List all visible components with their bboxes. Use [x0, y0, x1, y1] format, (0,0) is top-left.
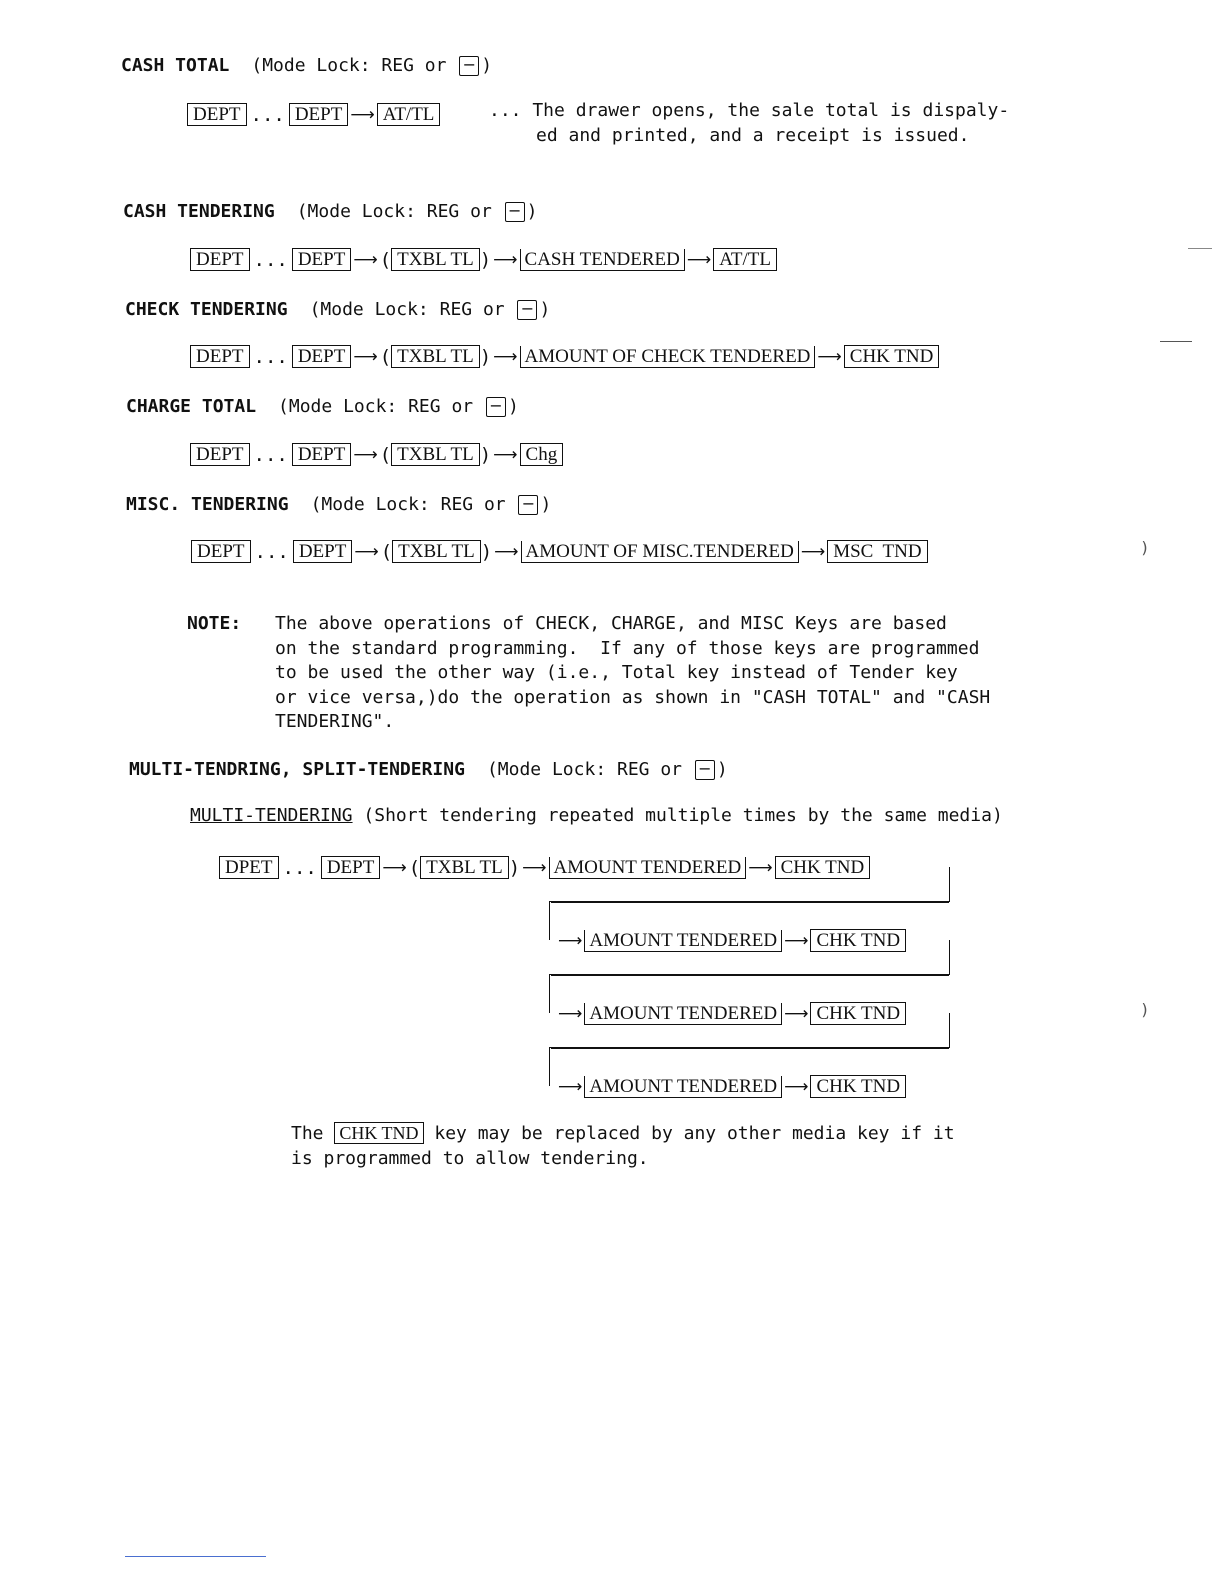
minus-key-icon: − [695, 760, 715, 780]
arrow-right-icon: ⟶ [784, 1076, 809, 1097]
cash-tendering-sequence: DEPT ... DEPT ⟶ ( TXBL TL ) ⟶ CASH TENDERED ⟶ AT/TL [190, 248, 777, 271]
footer-line-2: is programmed to allow tendering. [291, 1148, 649, 1169]
section-title: CHECK TENDERING [125, 299, 288, 320]
multi-sequence-row-2 [556, 929, 906, 952]
section-title: MISC. TENDERING [126, 494, 289, 515]
section-title: CASH TOTAL [121, 55, 230, 76]
charge-total-sequence: DEPT ... DEPT ⟶ ( TXBL TL ) ⟶ Chg [190, 443, 563, 466]
txbl-tl-key: TXBL TL [391, 443, 480, 466]
arrow-right-icon: ⟶ [353, 346, 378, 367]
footer-before: The [291, 1123, 335, 1144]
chk-tnd-key: CHK TND [810, 1002, 906, 1025]
mode-lock-text: (Mode Lock: REG or [309, 299, 505, 320]
cash-total-heading: CASH TOTAL (Mode Lock: REG or − ) [121, 55, 493, 76]
dept-key: DEPT [293, 540, 353, 563]
desc-line-2: ed and printed, and a receipt is issued. [536, 125, 970, 146]
margin-mark [1188, 248, 1212, 249]
amount-entry: AMOUNT OF MISC.TENDERED [521, 541, 799, 563]
margin-mark [1160, 341, 1192, 342]
loop-connector [918, 867, 950, 902]
loop-connector [551, 1047, 949, 1049]
amount-entry: AMOUNT OF CHECK TENDERED [520, 346, 816, 368]
multi-tendering-subheading [190, 805, 1003, 826]
dpet-key: DPET [219, 856, 279, 879]
check-tendering-heading: CHECK TENDERING (Mode Lock: REG or − ) [125, 299, 551, 320]
sub-title: MULTI-TENDERING [190, 805, 353, 826]
bottom-rule [125, 1556, 266, 1557]
loop-connector [551, 901, 949, 903]
mode-lock-text: (Mode Lock: REG or [486, 759, 683, 780]
dept-key: DEPT [190, 248, 250, 271]
chg-key: Chg [520, 443, 564, 466]
arrow-right-icon: ⟶ [558, 1076, 583, 1097]
note-label: NOTE: [187, 613, 242, 634]
arrow-right-icon: ⟶ [353, 249, 378, 270]
mode-lock-text: (Mode Lock: REG or [310, 494, 506, 515]
arrow-right-icon: ⟶ [350, 104, 375, 125]
loop-connector [921, 1013, 950, 1048]
arrow-right-icon: ⟶ [558, 1003, 583, 1024]
arrow-right-icon: ⟶ [784, 930, 809, 951]
charge-total-heading: CHARGE TOTAL (Mode Lock: REG or − ) [126, 396, 519, 417]
desc-line-1: ... The drawer opens, the sale total is dispaly- [489, 100, 1010, 121]
multi-sequence-row-1: DPET ... DEPT ⟶ ( TXBL TL ) ⟶ AMOUNT TENDERED ⟶ CHK TND [219, 856, 870, 879]
multi-tendering-heading: MULTI-TENDRING, SPLIT-TENDERING (Mode Lock: REG or − ) [129, 759, 728, 780]
minus-key-icon: − [459, 56, 479, 76]
chk-tnd-key: CHK TND [334, 1122, 423, 1144]
txbl-tl-key: TXBL TL [392, 540, 481, 563]
dept-key: DEPT [191, 540, 251, 563]
msc-tnd-key: MSC TND [827, 540, 927, 563]
minus-key-icon: − [517, 300, 537, 320]
arrow-right-icon: ⟶ [748, 857, 773, 878]
minus-key-icon: − [486, 397, 506, 417]
minus-key-icon: − [505, 202, 525, 222]
dept-key: DEPT [190, 443, 250, 466]
dept-key: DEPT [292, 248, 352, 271]
chk-tnd-key: CHK TND [810, 929, 906, 952]
arrow-right-icon: ⟶ [686, 249, 712, 270]
dept-key: DEPT [292, 345, 352, 368]
arrow-right-icon: ⟶ [784, 1003, 809, 1024]
cash-tendering-heading: CASH TENDERING (Mode Lock: REG or − ) [123, 201, 538, 222]
txbl-tl-key: TXBL TL [420, 856, 509, 879]
mode-lock-text: (Mode Lock: REG or [296, 201, 492, 222]
check-tendering-sequence: DEPT ... DEPT ⟶ ( TXBL TL ) ⟶ AMOUNT OF CHECK TENDERED ⟶ CHK TND [190, 345, 939, 368]
amount-entry: AMOUNT TENDERED [549, 857, 747, 879]
arrow-right-icon: ⟶ [382, 857, 407, 878]
dept-key: DEPT [190, 345, 250, 368]
dept-key: DEPT [187, 103, 247, 126]
multi-sequence-row-4 [556, 1075, 906, 1098]
footer-after: key may be replaced by any other media key if it [423, 1123, 955, 1144]
arrow-right-icon: ⟶ [494, 541, 519, 562]
arrow-right-icon: ⟶ [800, 541, 826, 562]
section-title: MULTI-TENDRING, SPLIT-TENDERING [129, 759, 465, 780]
amount-entry: AMOUNT TENDERED [584, 1076, 782, 1098]
at-tl-key: AT/TL [377, 103, 441, 126]
arrow-right-icon: ⟶ [353, 444, 378, 465]
margin-mark: ) [1140, 1000, 1150, 1019]
misc-tendering-sequence: DEPT ... DEPT ⟶ ( TXBL TL ) ⟶ AMOUNT OF MISC.TENDERED ⟶ MSC TND [191, 540, 928, 563]
arrow-right-icon: ⟶ [493, 249, 518, 270]
txbl-tl-key: TXBL TL [391, 345, 480, 368]
loop-connector [551, 974, 949, 976]
cash-total-sequence: DEPT ... DEPT ⟶ AT/TL [187, 103, 440, 126]
section-title: CHARGE TOTAL [126, 396, 257, 417]
dept-key: DEPT [292, 443, 352, 466]
arrow-right-icon: ⟶ [522, 857, 547, 878]
section-title: CASH TENDERING [123, 201, 275, 222]
amount-entry: AMOUNT TENDERED [584, 930, 782, 952]
mode-lock-text: (Mode Lock: REG or [251, 55, 447, 76]
arrow-right-icon: ⟶ [354, 541, 379, 562]
minus-key-icon: − [518, 495, 538, 515]
amount-entry: CASH TENDERED [520, 249, 685, 271]
chk-tnd-key: CHK TND [844, 345, 940, 368]
sub-description: (Short tendering repeated multiple times by the same media) [363, 805, 1003, 826]
cash-total-description [489, 99, 1009, 123]
cash-total-description-2 [536, 124, 969, 148]
dept-key: DEPT [289, 103, 349, 126]
chk-tnd-key: CHK TND [775, 856, 871, 879]
loop-connector [921, 940, 950, 975]
misc-tendering-heading: MISC. TENDERING (Mode Lock: REG or − ) [126, 494, 552, 515]
arrow-right-icon: ⟶ [558, 930, 583, 951]
arrow-right-icon: ⟶ [493, 444, 518, 465]
dept-key: DEPT [321, 856, 381, 879]
chk-tnd-key: CHK TND [810, 1075, 906, 1098]
margin-mark: ) [1140, 538, 1150, 557]
arrow-right-icon: ⟶ [493, 346, 518, 367]
txbl-tl-key: TXBL TL [391, 248, 480, 271]
note-text: The above operations of CHECK, CHARGE, and MISC Keys are based on the standard programming. If any of those keys are programmed to be used the other way (i.e., Total key instead of Tender key or vice versa,)do the operation as shown in "CASH TOTAL" and "CASH TENDERING". [275, 613, 991, 732]
footer-text [291, 1121, 955, 1171]
arrow-right-icon: ⟶ [817, 346, 842, 367]
multi-sequence-row-3 [556, 1002, 906, 1025]
mode-lock-text: (Mode Lock: REG or [278, 396, 474, 417]
at-tl-key: AT/TL [713, 248, 777, 271]
amount-entry: AMOUNT TENDERED [584, 1003, 782, 1025]
